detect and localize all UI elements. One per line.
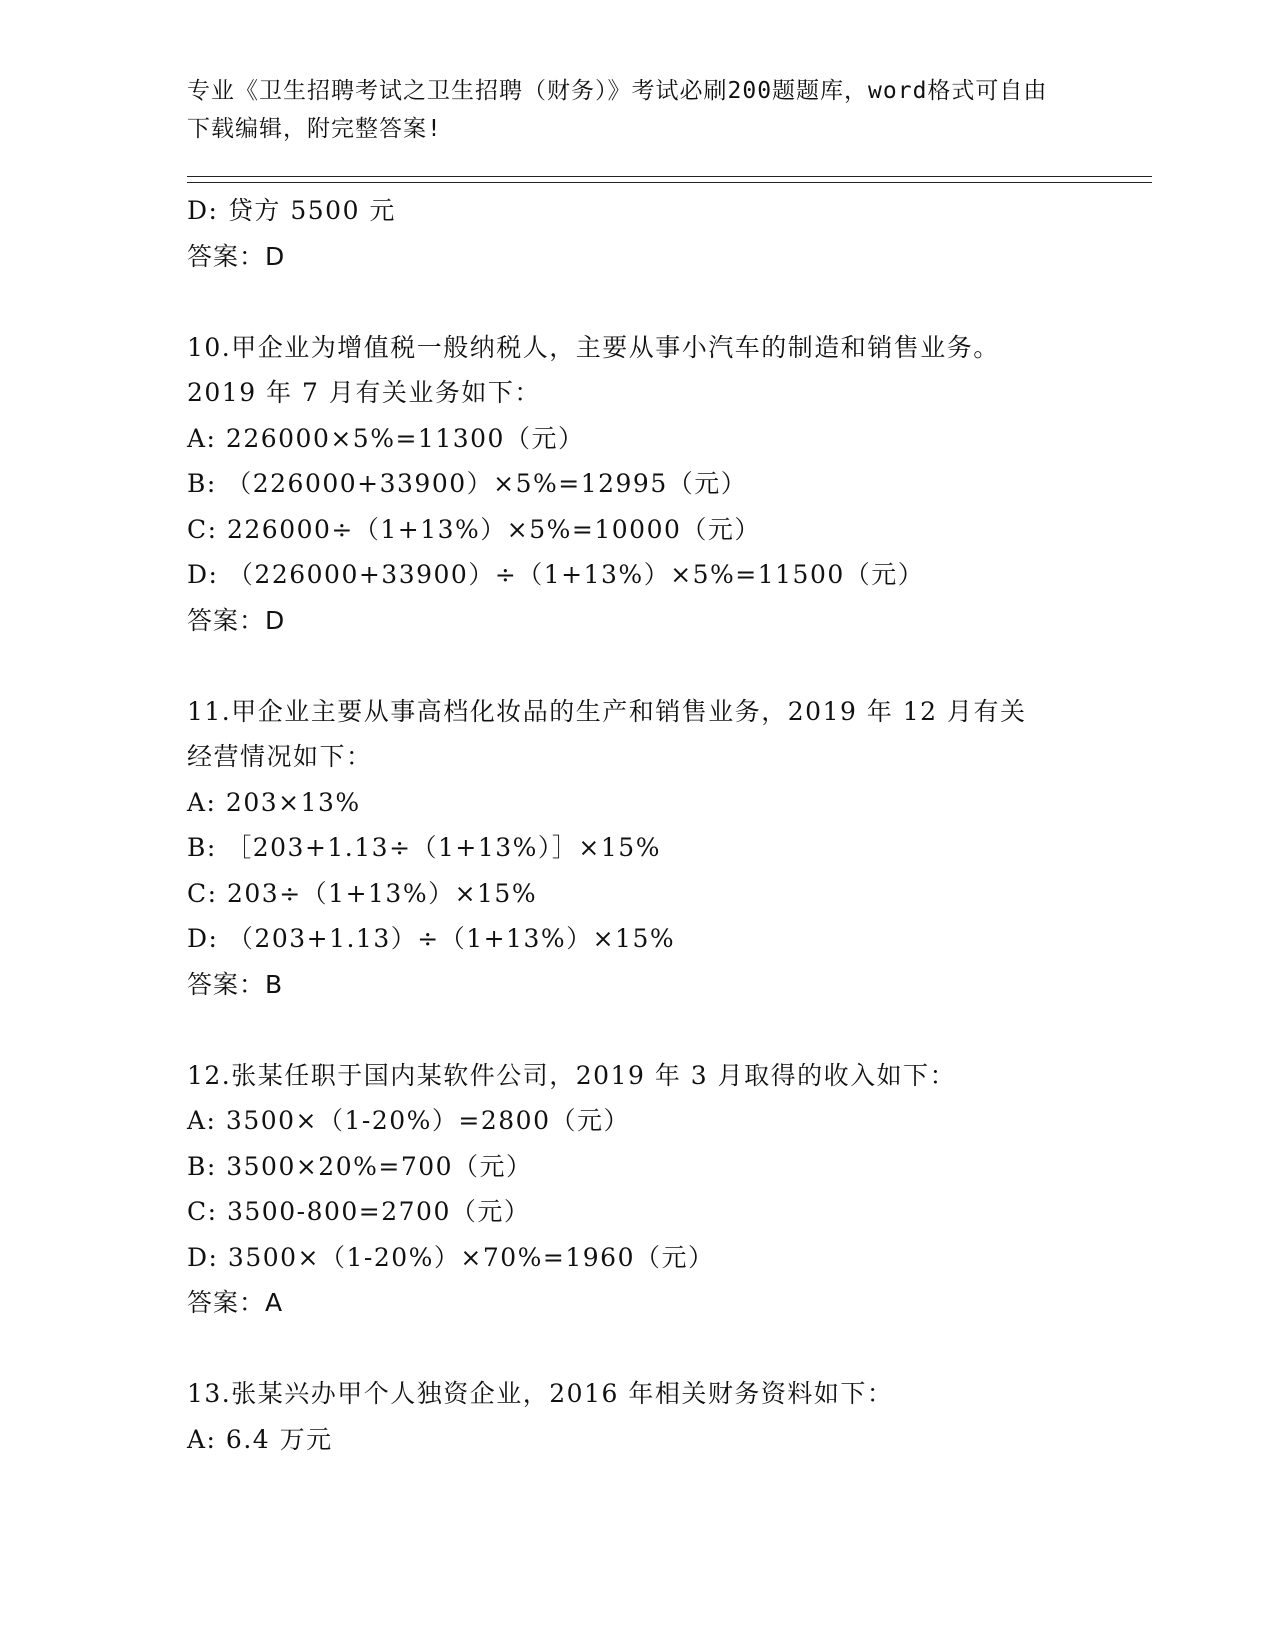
option-a: A: 203×13% [187, 787, 361, 817]
header-rule-top [187, 176, 1152, 177]
question-text: 经营情况如下： [187, 742, 373, 771]
header-rule-bottom [187, 182, 1152, 183]
option-b: B: （226000+33900）×5%=12995（元） [187, 469, 748, 498]
question-text: 2019 年 7 月有关业务如下： [187, 378, 541, 407]
option-c: C: 226000÷（1+13%）×5%=10000（元） [187, 514, 761, 544]
document-body [187, 188, 1147, 1462]
option-b: B: 3500×20%=700（元） [187, 1151, 533, 1181]
option-d: D: （203+1.13）÷（1+13%）×15% [187, 924, 676, 953]
answer-line: 答案：A [187, 1288, 284, 1317]
question-text: 12.张某任职于国内某软件公司，2019 年 3 月取得的收入如下： [187, 1060, 957, 1090]
answer-line: 答案：B [187, 969, 284, 999]
answer-line: 答案：D [187, 605, 286, 635]
option-c: C: 203÷（1+13%）×15% [187, 878, 538, 908]
option-a: A: 226000×5%=11300（元） [187, 423, 585, 453]
option-a: A: 3500×（1-20%）=2800（元） [187, 1106, 630, 1135]
answer-line: 答案：D [187, 241, 286, 271]
option-d: D: （226000+33900）÷（1+13%）×5%=11500（元） [187, 560, 925, 589]
page-header: 专业《卫生招聘考试之卫生招聘（财务）》考试必刷200题题库，word格式可自由下载编辑，附完整答案! [187, 78, 1048, 142]
option-d: D: 贷方 5500 元 [187, 196, 396, 225]
option-a: A: 6.4 万元 [187, 1424, 333, 1454]
question-text: 10.甲企业为增值税一般纳税人，主要从事小汽车的制造和销售业务。 [187, 332, 1000, 362]
question-text: 11.甲企业主要从事高档化妆品的生产和销售业务，2019 年 12 月有关 [187, 696, 1027, 726]
question-text: 13.张某兴办甲个人独资企业，2016 年相关财务资料如下： [187, 1379, 894, 1408]
option-b: B: ［203+1.13÷（1+13%）］×15% [187, 833, 661, 862]
option-c: C: 3500-800=2700（元） [187, 1197, 531, 1226]
option-d: D: 3500×（1-20%）×70%=1960（元） [187, 1242, 715, 1272]
